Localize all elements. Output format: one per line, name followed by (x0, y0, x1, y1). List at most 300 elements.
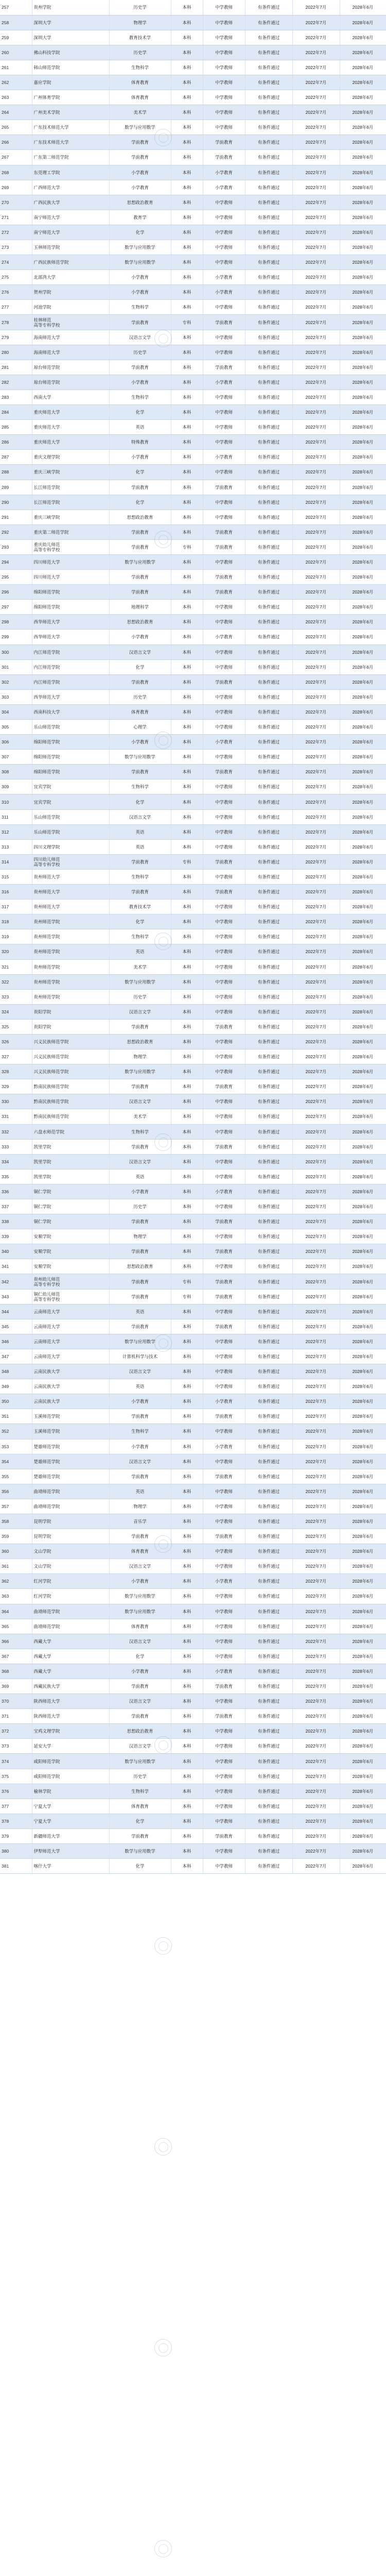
table-row (0, 1199, 386, 1214)
row-number: 347 (0, 1349, 32, 1364)
major-name: 汉语言文学 (109, 1559, 171, 1574)
education-level: 本科 (171, 1679, 203, 1694)
teacher-type: 学前教育 (203, 1319, 245, 1334)
education-level: 本科 (171, 1379, 203, 1394)
major-name: 学前教育 (109, 674, 171, 689)
education-level: 本科 (171, 1664, 203, 1679)
review-result: 有条件通过 (245, 1559, 292, 1574)
table-row (0, 1424, 386, 1439)
row-number: 306 (0, 735, 32, 750)
school-name: 重庆师范大学 (32, 420, 109, 435)
valid-until: 2028年6月 (340, 1439, 386, 1454)
review-result: 有条件通过 (245, 60, 292, 75)
valid-until: 2028年6月 (340, 1424, 386, 1439)
row-number: 375 (0, 1769, 32, 1784)
table-row (0, 345, 386, 360)
teacher-type: 小学教育 (203, 630, 245, 645)
valid-from: 2022年7月 (292, 1319, 340, 1334)
valid-until: 2028年6月 (340, 704, 386, 719)
education-level: 本科 (171, 225, 203, 240)
valid-until: 2028年6月 (340, 435, 386, 450)
row-number: 287 (0, 450, 32, 465)
valid-from: 2022年7月 (292, 615, 340, 630)
school-name: 宜宾学院 (32, 794, 109, 809)
valid-from: 2022年7月 (292, 0, 340, 15)
valid-until: 2028年6月 (340, 75, 386, 90)
major-name: 历史学 (109, 989, 171, 1004)
table-row (0, 929, 386, 944)
valid-until: 2028年6月 (340, 300, 386, 315)
valid-from: 2022年7月 (292, 1619, 340, 1634)
teacher-type: 学前教育 (203, 1289, 245, 1304)
teacher-type: 中学教师 (203, 1454, 245, 1469)
valid-until: 2028年6月 (340, 1499, 386, 1514)
school-name: 红河学院 (32, 1574, 109, 1589)
valid-from: 2022年7月 (292, 600, 340, 615)
major-name: 历史学 (109, 345, 171, 360)
review-result: 有条件通过 (245, 1469, 292, 1484)
table-row (0, 1154, 386, 1169)
review-result: 有条件通过 (245, 1784, 292, 1799)
education-level: 本科 (171, 630, 203, 645)
valid-from: 2022年7月 (292, 300, 340, 315)
major-name: 体育教育 (109, 75, 171, 90)
table-row (0, 330, 386, 345)
education-level: 本科 (171, 45, 203, 60)
valid-from: 2022年7月 (292, 1244, 340, 1259)
education-level: 本科 (171, 869, 203, 884)
valid-until: 2028年6月 (340, 225, 386, 240)
valid-from: 2022年7月 (292, 1289, 340, 1304)
valid-until: 2028年6月 (340, 180, 386, 195)
school-name: 四川文理学院 (32, 839, 109, 854)
education-level: 本科 (171, 1439, 203, 1454)
major-name: 生物科学 (109, 929, 171, 944)
review-result: 有条件通过 (245, 809, 292, 824)
valid-until: 2028年6月 (340, 585, 386, 600)
teacher-type: 中学教师 (203, 645, 245, 659)
table-row (0, 1184, 386, 1199)
valid-from: 2022年7月 (292, 689, 340, 704)
school-name: 曲靖师范学院 (32, 1604, 109, 1619)
valid-from: 2022年7月 (292, 75, 340, 90)
table-row (0, 180, 386, 195)
major-name: 学前教育 (109, 765, 171, 779)
major-name: 学前教育 (109, 1828, 171, 1843)
major-name: 学前教育 (109, 150, 171, 165)
watermark-seal-icon (154, 2339, 172, 2357)
row-number: 301 (0, 659, 32, 674)
review-result: 有条件通过 (245, 1799, 292, 1814)
teacher-type: 中学教师 (203, 1229, 245, 1244)
valid-until: 2028年6月 (340, 1139, 386, 1154)
teacher-type: 中学教师 (203, 1199, 245, 1214)
major-name: 体育教育 (109, 1799, 171, 1814)
school-name: 铜仁学院 (32, 1199, 109, 1214)
table-row (0, 1124, 386, 1139)
valid-from: 2022年7月 (292, 225, 340, 240)
school-name: 文山学院 (32, 1544, 109, 1559)
row-number: 309 (0, 779, 32, 794)
review-result: 有条件通过 (245, 1049, 292, 1064)
table-row (0, 1034, 386, 1049)
table-row (0, 704, 386, 719)
review-result: 有条件通过 (245, 1724, 292, 1739)
education-level: 本科 (171, 1604, 203, 1619)
row-number: 315 (0, 869, 32, 884)
teacher-type: 中学教师 (203, 1784, 245, 1799)
education-level: 本科 (171, 720, 203, 735)
valid-until: 2028年6月 (340, 1679, 386, 1694)
row-number: 332 (0, 1124, 32, 1139)
row-number: 314 (0, 854, 32, 869)
school-name: 凯里学院 (32, 1139, 109, 1154)
table-row (0, 1304, 386, 1319)
review-result: 有条件通过 (245, 1229, 292, 1244)
valid-from: 2022年7月 (292, 989, 340, 1004)
table-row (0, 1004, 386, 1019)
valid-from: 2022年7月 (292, 1079, 340, 1094)
school-name: 延安大学 (32, 1739, 109, 1754)
review-result: 有条件通过 (245, 735, 292, 750)
major-name: 化学 (109, 1814, 171, 1828)
major-name: 数学与应用数学 (109, 1844, 171, 1859)
table-row (0, 225, 386, 240)
school-name: 黔南民族师范学院 (32, 1079, 109, 1094)
teacher-type: 中学教师 (203, 1754, 245, 1769)
valid-until: 2028年6月 (340, 465, 386, 480)
school-name: 兴义民族师范学院 (32, 1034, 109, 1049)
review-result: 有条件通过 (245, 689, 292, 704)
table-row (0, 809, 386, 824)
school-name: 琼台师范学院 (32, 375, 109, 389)
major-name: 数学与应用数学 (109, 120, 171, 135)
review-result: 有条件通过 (245, 1244, 292, 1259)
school-name: 昆明学院 (32, 1514, 109, 1529)
review-result: 有条件通过 (245, 779, 292, 794)
teacher-type: 中学教师 (203, 345, 245, 360)
education-level: 本科 (171, 839, 203, 854)
school-name: 四川师范大学 (32, 554, 109, 569)
row-number: 267 (0, 150, 32, 165)
education-level: 本科 (171, 989, 203, 1004)
valid-until: 2028年6月 (340, 105, 386, 120)
valid-from: 2022年7月 (292, 1469, 340, 1484)
major-name: 英语 (109, 824, 171, 839)
major-name: 汉语言文学 (109, 1634, 171, 1649)
review-result: 有条件通过 (245, 1364, 292, 1379)
valid-until: 2028年6月 (340, 1064, 386, 1079)
review-result: 有条件通过 (245, 900, 292, 914)
table-row (0, 105, 386, 120)
teacher-type: 小学教育 (203, 735, 245, 750)
school-name: 贵州师范学院 (32, 944, 109, 959)
teacher-type: 中学教师 (203, 1559, 245, 1574)
education-level: 本科 (171, 750, 203, 765)
education-level: 本科 (171, 30, 203, 45)
education-level: 本科 (171, 885, 203, 900)
education-level: 专科 (171, 1274, 203, 1289)
teacher-type: 中学教师 (203, 704, 245, 719)
row-number: 360 (0, 1544, 32, 1559)
major-name: 体育教育 (109, 1544, 171, 1559)
major-name: 计算机科学与技术 (109, 1349, 171, 1364)
teacher-type: 中学教师 (203, 900, 245, 914)
major-name: 化学 (109, 465, 171, 480)
valid-until: 2028年6月 (340, 885, 386, 900)
row-number: 318 (0, 914, 32, 929)
education-level: 本科 (171, 105, 203, 120)
major-name: 教育技术学 (109, 30, 171, 45)
teacher-type: 小学教育 (203, 1664, 245, 1679)
major-name: 数学与应用数学 (109, 554, 171, 569)
valid-from: 2022年7月 (292, 1274, 340, 1289)
valid-until: 2028年6月 (340, 195, 386, 210)
row-number: 303 (0, 689, 32, 704)
valid-until: 2028年6月 (340, 929, 386, 944)
valid-from: 2022年7月 (292, 210, 340, 225)
table-row (0, 135, 386, 150)
major-name: 化学 (109, 1859, 171, 1874)
row-number: 327 (0, 1049, 32, 1064)
table-row (0, 90, 386, 105)
row-number: 374 (0, 1754, 32, 1769)
review-result: 有条件通过 (245, 1289, 292, 1304)
school-name: 乐山师范学院 (32, 824, 109, 839)
education-level: 本科 (171, 1019, 203, 1034)
review-result: 有条件通过 (245, 1004, 292, 1019)
teacher-type: 中学教师 (203, 120, 245, 135)
table-row (0, 30, 386, 45)
row-number: 277 (0, 300, 32, 315)
review-result: 有条件通过 (245, 1199, 292, 1214)
school-name: 安顺学院 (32, 1244, 109, 1259)
school-name: 贵州师范学院 (32, 989, 109, 1004)
major-name: 数学与应用数学 (109, 255, 171, 270)
table-row (0, 1229, 386, 1244)
major-name: 汉语言文学 (109, 1154, 171, 1169)
table-row (0, 1529, 386, 1544)
education-level: 本科 (171, 1244, 203, 1259)
education-level: 本科 (171, 1184, 203, 1199)
table-row (0, 570, 386, 585)
row-number: 259 (0, 30, 32, 45)
review-result: 有条件通过 (245, 480, 292, 495)
valid-from: 2022年7月 (292, 1589, 340, 1604)
education-level: 本科 (171, 1364, 203, 1379)
teacher-type: 中学教师 (203, 1694, 245, 1709)
table-row (0, 1784, 386, 1799)
school-name: 文山学院 (32, 1559, 109, 1574)
education-level: 本科 (171, 1034, 203, 1049)
row-number: 380 (0, 1844, 32, 1859)
table-row (0, 974, 386, 989)
school-name: 云南民族大学 (32, 1394, 109, 1409)
row-number: 323 (0, 989, 32, 1004)
teacher-type: 小学教育 (203, 180, 245, 195)
education-level: 本科 (171, 1739, 203, 1754)
teacher-type: 中学教师 (203, 1634, 245, 1649)
valid-until: 2028年6月 (340, 765, 386, 779)
school-name: 曲靖师范学院 (32, 1484, 109, 1499)
major-name: 学前教育 (109, 1019, 171, 1034)
row-number: 378 (0, 1814, 32, 1828)
school-name: 佛山科技学院 (32, 45, 109, 60)
teacher-type: 中学教师 (203, 1484, 245, 1499)
row-number: 377 (0, 1799, 32, 1814)
table-row (0, 1859, 386, 1874)
school-name: 宝鸡文理学院 (32, 1724, 109, 1739)
teacher-type: 学前教育 (203, 315, 245, 330)
review-result: 有条件通过 (245, 765, 292, 779)
row-number: 330 (0, 1094, 32, 1109)
row-number: 293 (0, 539, 32, 554)
review-result: 有条件通过 (245, 824, 292, 839)
review-result: 有条件通过 (245, 600, 292, 615)
education-level: 本科 (171, 704, 203, 719)
valid-from: 2022年7月 (292, 1559, 340, 1574)
valid-from: 2022年7月 (292, 1094, 340, 1109)
major-name: 体育教育 (109, 1619, 171, 1634)
teacher-type: 学前教育 (203, 150, 245, 165)
row-number: 280 (0, 345, 32, 360)
valid-from: 2022年7月 (292, 794, 340, 809)
row-number: 346 (0, 1334, 32, 1349)
row-number: 258 (0, 15, 32, 30)
review-result: 有条件通过 (245, 869, 292, 884)
teacher-type: 中学教师 (203, 210, 245, 225)
education-level: 本科 (171, 75, 203, 90)
teacher-type: 中学教师 (203, 615, 245, 630)
review-result: 有条件通过 (245, 885, 292, 900)
row-number: 302 (0, 674, 32, 689)
school-name: 广州美术学院 (32, 105, 109, 120)
school-name: 铜仁幼儿师范 高等专科学校 (32, 1289, 109, 1304)
school-name: 咸阳师范学院 (32, 1754, 109, 1769)
teacher-type: 中学教师 (203, 1724, 245, 1739)
teacher-type: 中学教师 (203, 1424, 245, 1439)
table-row (0, 210, 386, 225)
education-level: 本科 (171, 1619, 203, 1634)
valid-from: 2022年7月 (292, 1499, 340, 1514)
table-row (0, 315, 386, 330)
major-name: 思想政治教育 (109, 1034, 171, 1049)
teacher-type: 中学教师 (203, 974, 245, 989)
education-level: 本科 (171, 1469, 203, 1484)
valid-until: 2028年6月 (340, 1214, 386, 1229)
valid-until: 2028年6月 (340, 450, 386, 465)
teacher-type: 中学教师 (203, 105, 245, 120)
major-name: 体育教育 (109, 90, 171, 105)
education-level: 本科 (171, 180, 203, 195)
school-name: 西南科技大学 (32, 704, 109, 719)
review-result: 有条件通过 (245, 45, 292, 60)
school-name: 贵州师范大学 (32, 885, 109, 900)
major-name: 物理学 (109, 1229, 171, 1244)
valid-until: 2028年6月 (340, 1469, 386, 1484)
major-name: 音乐学 (109, 1514, 171, 1529)
school-name: 陕西师范大学 (32, 1709, 109, 1724)
review-result: 有条件通过 (245, 510, 292, 524)
table-row (0, 1709, 386, 1724)
teacher-type: 中学教师 (203, 1514, 245, 1529)
teacher-type: 中学教师 (203, 839, 245, 854)
valid-until: 2028年6月 (340, 345, 386, 360)
education-level: 本科 (171, 135, 203, 150)
valid-from: 2022年7月 (292, 30, 340, 45)
valid-from: 2022年7月 (292, 1214, 340, 1229)
teacher-type: 学前教育 (203, 1079, 245, 1094)
table-row (0, 1289, 386, 1304)
valid-until: 2028年6月 (340, 645, 386, 659)
education-level: 本科 (171, 900, 203, 914)
major-name: 汉语言文学 (109, 1004, 171, 1019)
valid-until: 2028年6月 (340, 1514, 386, 1529)
teacher-type: 中学教师 (203, 1004, 245, 1019)
valid-from: 2022年7月 (292, 1124, 340, 1139)
valid-until: 2028年6月 (340, 1409, 386, 1424)
row-number: 317 (0, 900, 32, 914)
row-number: 381 (0, 1859, 32, 1874)
review-result: 有条件通过 (245, 1814, 292, 1828)
review-result: 有条件通过 (245, 1634, 292, 1649)
school-name: 绵阳师范学院 (32, 600, 109, 615)
teacher-type: 学前教育 (203, 1214, 245, 1229)
review-result: 有条件通过 (245, 630, 292, 645)
teacher-type: 学前教育 (203, 1139, 245, 1154)
valid-until: 2028年6月 (340, 1334, 386, 1349)
review-result: 有条件通过 (245, 1094, 292, 1109)
education-level: 本科 (171, 1828, 203, 1843)
education-level: 本科 (171, 1004, 203, 1019)
valid-until: 2028年6月 (340, 1049, 386, 1064)
education-level: 本科 (171, 375, 203, 389)
table-row (0, 420, 386, 435)
valid-from: 2022年7月 (292, 1394, 340, 1409)
teacher-type: 中学教师 (203, 435, 245, 450)
row-number: 344 (0, 1304, 32, 1319)
education-level: 本科 (171, 389, 203, 404)
education-level: 本科 (171, 794, 203, 809)
school-name: 宜宾学院 (32, 779, 109, 794)
valid-from: 2022年7月 (292, 165, 340, 180)
valid-until: 2028年6月 (340, 1319, 386, 1334)
valid-from: 2022年7月 (292, 1859, 340, 1874)
school-name: 玉溪师范学院 (32, 1409, 109, 1424)
school-name: 南宁师范大学 (32, 210, 109, 225)
valid-from: 2022年7月 (292, 900, 340, 914)
review-result: 有条件通过 (245, 465, 292, 480)
valid-until: 2028年6月 (340, 405, 386, 420)
row-number: 284 (0, 405, 32, 420)
valid-until: 2028年6月 (340, 735, 386, 750)
school-name: 西藏大学 (32, 1649, 109, 1664)
school-name: 贵州师范学院 (32, 929, 109, 944)
valid-until: 2028年6月 (340, 90, 386, 105)
major-name: 生物科学 (109, 1784, 171, 1799)
row-number: 264 (0, 105, 32, 120)
review-result: 有条件通过 (245, 450, 292, 465)
teacher-type: 学前教育 (203, 1019, 245, 1034)
row-number: 272 (0, 225, 32, 240)
valid-until: 2028年6月 (340, 120, 386, 135)
education-level: 本科 (171, 1199, 203, 1214)
row-number: 376 (0, 1784, 32, 1799)
valid-from: 2022年7月 (292, 240, 340, 255)
education-level: 本科 (171, 929, 203, 944)
review-result: 有条件通过 (245, 255, 292, 270)
valid-from: 2022年7月 (292, 375, 340, 389)
